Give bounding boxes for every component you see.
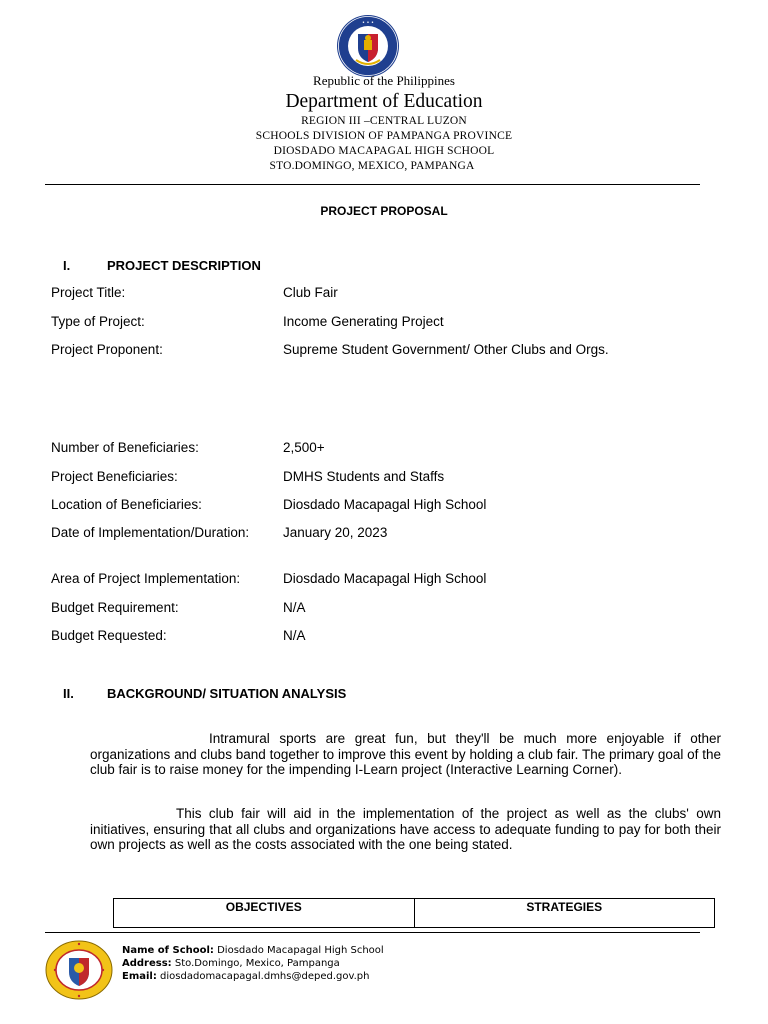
field-label: Project Proponent: — [51, 342, 163, 357]
deped-seal-logo — [336, 14, 400, 78]
field-value: Club Fair — [283, 285, 338, 300]
footer-school-label: Name of School: — [122, 945, 214, 956]
field-label: Project Beneficiaries: — [51, 469, 178, 484]
background-paragraph-2: This club fair will aid in the implementation of the project as well as the clubs' own initiatives, ensuring that all clubs and organizations have access to adequate funding to pay for both their own projects as well as the costs associated with the one being stated. — [90, 806, 721, 852]
field-label: Budget Requested: — [51, 628, 167, 643]
field-value: Diosdado Macapagal High School — [283, 571, 487, 586]
background-paragraph-1: Intramural sports are great fun, but they'll be much more enjoyable if other organizations and clubs band together to improve this event by holding a club fair. The primary goal of the club fair is to raise money for the impending I-Learn project (Interactive Learning Corner). — [90, 731, 721, 777]
svg-text:• • •: • • • — [361, 20, 375, 26]
republic-heading: Republic of the Philippines — [313, 73, 455, 88]
field-value: N/A — [283, 628, 306, 643]
field-label: Area of Project Implementation: — [51, 571, 241, 586]
field-label: Project Title: — [51, 285, 126, 300]
school-logo — [45, 940, 113, 1000]
section-2-title: BACKGROUND/ SITUATION ANALYSIS — [107, 686, 347, 701]
footer-email-line — [122, 970, 369, 984]
field-label: Type of Project: — [51, 314, 145, 329]
footer-address-label: Address: — [122, 958, 172, 969]
header-divider — [45, 184, 700, 185]
footer-email-label: Email: — [122, 971, 157, 982]
field-value: 2,500+ — [283, 440, 325, 455]
strategies-header: STRATEGIES — [414, 899, 715, 928]
footer-divider — [45, 932, 700, 933]
footer-school-line — [122, 944, 384, 958]
objectives-strategies-table — [113, 898, 715, 928]
field-value: Income Generating Project — [283, 314, 444, 329]
address-heading: STO.DOMINGO, MEXICO, PAMPANGA — [269, 160, 475, 172]
section-2-number: II. — [63, 686, 74, 701]
department-heading: Department of Education — [285, 91, 483, 112]
field-value: Supreme Student Government/ Other Clubs and Orgs. — [283, 342, 609, 357]
division-heading: SCHOOLS DIVISION OF PAMPANGA PROVINCE — [255, 130, 513, 142]
field-value: January 20, 2023 — [283, 525, 388, 540]
section-1-title: PROJECT DESCRIPTION — [107, 258, 261, 273]
school-heading: DIOSDADO MACAPAGAL HIGH SCHOOL — [273, 145, 495, 157]
field-label: Location of Beneficiaries: — [51, 497, 202, 512]
field-label: Budget Requirement: — [51, 600, 179, 615]
section-1-number: I. — [63, 258, 71, 273]
field-value: DMHS Students and Staffs — [283, 469, 445, 484]
field-label: Date of Implementation/Duration: — [51, 525, 250, 540]
footer-school-value: Diosdado Macapagal High School — [217, 945, 384, 956]
footer-address-line — [122, 957, 340, 971]
region-heading: REGION III –CENTRAL LUZON — [301, 115, 467, 127]
field-value: Diosdado Macapagal High School — [283, 497, 487, 512]
objectives-header: OBJECTIVES — [114, 899, 415, 928]
document-title: PROJECT PROPOSAL — [320, 204, 448, 218]
field-value: N/A — [283, 600, 306, 615]
footer-address-value: Sto.Domingo, Mexico, Pampanga — [174, 958, 340, 969]
field-label: Number of Beneficiaries: — [51, 440, 199, 455]
footer-email-value[interactable]: diosdadomacapagal.dmhs@deped.gov.ph — [160, 971, 370, 982]
